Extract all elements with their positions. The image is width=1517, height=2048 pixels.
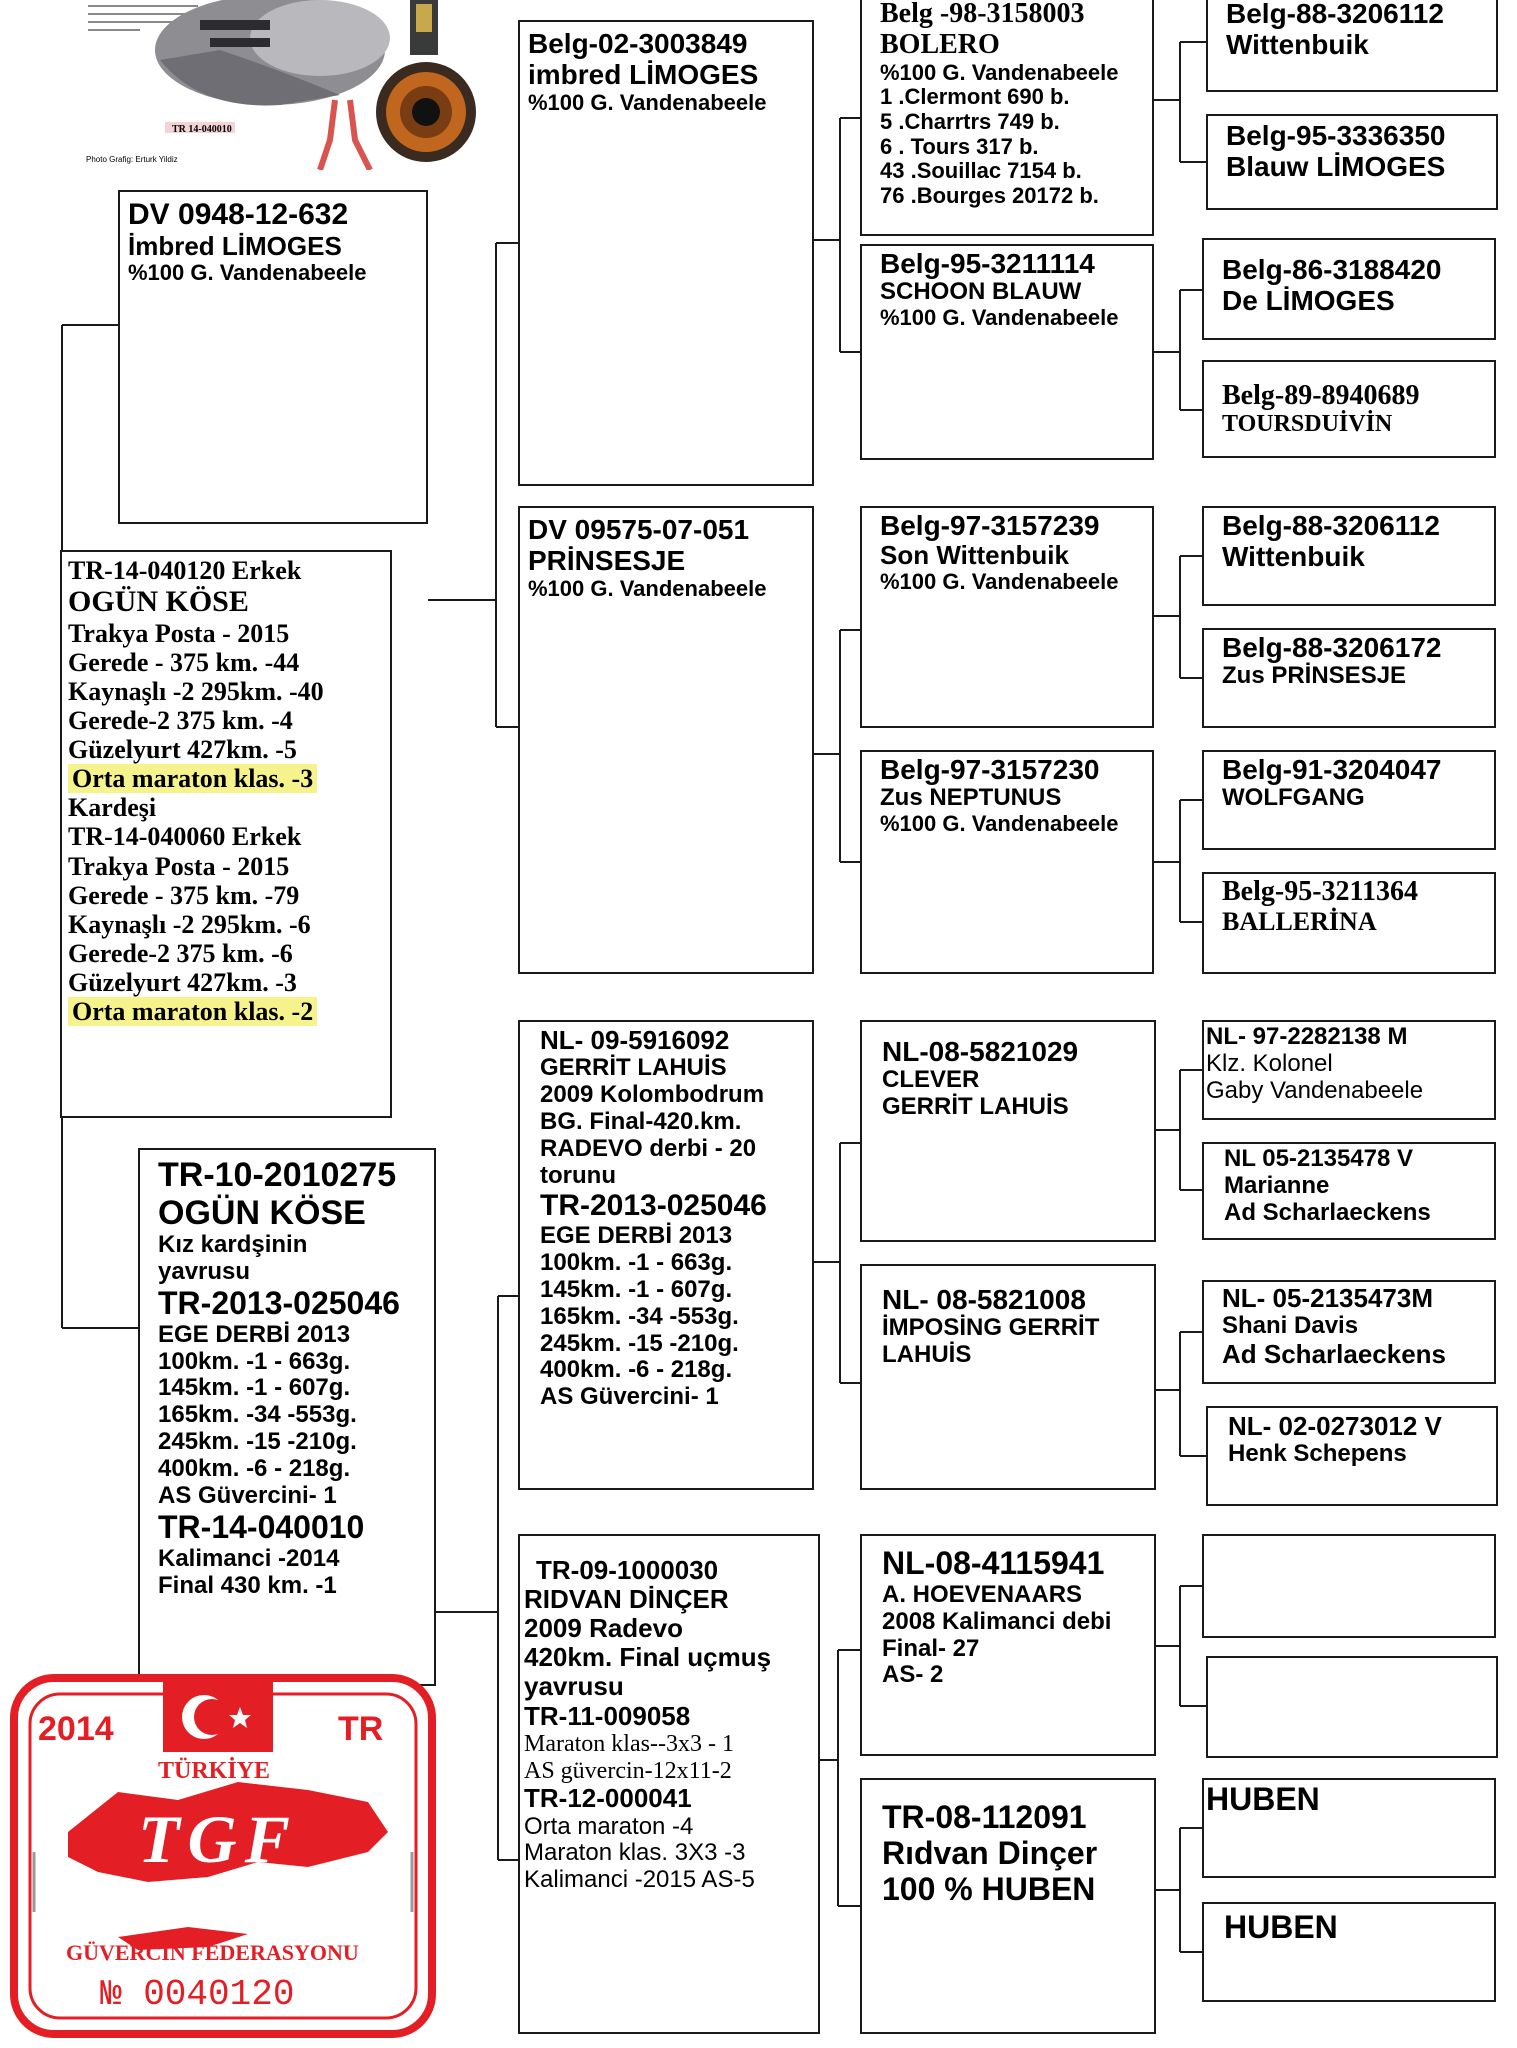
pigeon-name: Son Wittenbuik: [880, 540, 1069, 571]
result-line: Trakya Posta - 2015: [68, 618, 290, 648]
gen4-box-15: [1202, 1778, 1496, 1878]
stamp-year: 2014: [38, 1710, 114, 1748]
granddam-paternal-box: [518, 506, 814, 974]
stamp-country-code: TR: [338, 1710, 384, 1748]
breeder: GERRİT LAHUİS: [882, 1093, 1069, 1121]
result-line: Gerede-2 375 km. -4: [68, 706, 293, 736]
result-line: 165km. -34 -553g.: [540, 1302, 739, 1330]
result-line: 145km. -1 - 607g.: [540, 1275, 733, 1303]
result-line: 6 . Tours 317 b.: [880, 133, 1039, 159]
sire-breeder: %100 G. Vandenabeele: [128, 259, 367, 285]
subject-owner: OGÜN KÖSE: [68, 585, 249, 619]
sire-box: [118, 190, 428, 524]
breeder: %100 G. Vandenabeele: [880, 59, 1119, 85]
dam-box: [138, 1148, 436, 1686]
gen4-box-12: [1206, 1406, 1498, 1506]
breeder: Gaby Vandenabeele: [1206, 1076, 1424, 1104]
gen4-box-2: [1206, 114, 1498, 210]
gen4-box-7: [1202, 750, 1496, 850]
note-line: 2009 Kolombodrum: [540, 1080, 765, 1108]
ring-number: Belg-88-3206112: [1222, 510, 1440, 541]
ring-number: Belg-86-3188420: [1222, 254, 1442, 285]
subject-box: [60, 550, 392, 1118]
breeder: A. HOEVENAARS: [882, 1580, 1083, 1608]
related-ring-number: TR-11-009058: [524, 1700, 691, 1731]
stamp-country: TÜRKİYE: [158, 1758, 271, 1784]
result-line: Kaynaşlı -2 295km. -40: [68, 676, 324, 706]
ggs-box-5: [860, 1020, 1156, 1242]
ring-number: Belg-91-3204047: [1222, 754, 1442, 785]
ggs-box-2: [860, 244, 1154, 460]
result-line: Orta maraton -4: [524, 1812, 694, 1840]
sire-name: İmbred LİMOGES: [128, 230, 342, 261]
result-line: Trakya Posta - 2015: [68, 851, 290, 881]
ggs-box-6: [860, 1264, 1156, 1490]
pigeon-name: Zus PRİNSESJE: [1222, 662, 1407, 690]
ring-number: Belg-95-3336350: [1226, 120, 1446, 151]
pigeon-name: CLEVER: [882, 1066, 980, 1094]
breeder: %100 G. Vandenabeele: [528, 575, 767, 601]
gen4-box-9: [1202, 1020, 1496, 1120]
ring-number: Belg-89-8940689: [1222, 380, 1420, 411]
breeder: %100 G. Vandenabeele: [880, 569, 1119, 595]
result-line: 1 .Clermont 690 b.: [880, 84, 1070, 110]
result-line: 100km. -1 - 663g.: [540, 1248, 733, 1276]
result-line: 76 .Bourges 20172 b.: [880, 182, 1099, 208]
ring-number: NL-08-5821029: [882, 1036, 1079, 1067]
result-line: 400km. -6 - 218g.: [158, 1455, 351, 1483]
gen4-box-16: [1202, 1902, 1496, 2002]
pigeon-name: SCHOON BLAUW: [880, 278, 1082, 306]
result-line: 145km. -1 - 607g.: [158, 1374, 351, 1402]
ring-number: NL- 09-5916092: [540, 1025, 730, 1055]
ggs-box-7: [860, 1534, 1156, 1756]
dam-note: yavrusu: [158, 1258, 251, 1286]
stamp-number: № 0040120: [100, 1974, 295, 2015]
ring-number: TR-08-112091: [882, 1799, 1087, 1835]
dam-note: Kız kardşinin: [158, 1231, 308, 1259]
granddam-maternal-box: [518, 1534, 820, 2034]
note-line: torunu: [540, 1161, 616, 1189]
ring-number: Belg-97-3157230: [880, 754, 1100, 785]
result-line: Güzelyurt 427km. -5: [68, 735, 297, 765]
ggs-box-3: [860, 506, 1154, 728]
result-line: 400km. -6 - 218g.: [540, 1356, 733, 1384]
pigeon-name: BALLERİNA: [1222, 907, 1377, 937]
result-line: 43 .Souillac 7154 b.: [880, 158, 1082, 184]
ring-number: Belg-02-3003849: [528, 28, 748, 59]
note-line: BG. Final-420.km.: [540, 1107, 742, 1135]
related-ring-number: TR-2013-025046: [540, 1189, 767, 1223]
pigeon-name: İMPOSİNG GERRİT: [882, 1314, 1100, 1342]
pigeon-name: HUBEN: [1224, 1909, 1338, 1945]
ring-number: Belg-88-3206112: [1226, 0, 1444, 29]
gen4-box-10: [1202, 1142, 1496, 1240]
breeder: %100 G. Vandenabeele: [880, 305, 1119, 331]
sibling-ring-number: TR-14-040060 Erkek: [68, 822, 302, 852]
pigeon-name: De LİMOGES: [1222, 285, 1395, 317]
result-line: 2008 Kalimanci debi: [882, 1607, 1112, 1635]
pigeon-name: Zus NEPTUNUS: [880, 784, 1062, 812]
ring-number: Belg-97-3157239: [880, 510, 1100, 541]
result-line: 100km. -1 - 663g.: [158, 1347, 351, 1375]
result-line: Gerede - 375 km. -79: [68, 880, 300, 910]
subject-ring-number: TR-14-040120 Erkek: [68, 556, 302, 585]
related-ring-number: TR-2013-025046: [158, 1284, 400, 1321]
result-line: AS Güvercini- 1: [540, 1383, 719, 1411]
pigeon-name: TOURSDUİVİN: [1222, 411, 1393, 438]
pigeon-name: WOLFGANG: [1222, 784, 1365, 812]
gen4-box-1: [1206, 0, 1498, 92]
related-ring-number: TR-14-040010: [158, 1508, 365, 1545]
ring-number: NL- 97-2282138 M: [1206, 1023, 1408, 1050]
pigeon-name: imbred LİMOGES: [528, 59, 759, 91]
dam-owner: OGÜN KÖSE: [158, 1194, 366, 1233]
gen4-box-13-empty: [1202, 1534, 1496, 1638]
result-line: Kalimanci -2014: [158, 1544, 340, 1572]
breeder: RIDVAN DİNÇER: [524, 1584, 729, 1615]
breeder: Henk Schepens: [1228, 1440, 1407, 1468]
result-line: Kalimanci -2015 AS-5: [524, 1866, 755, 1894]
ggs-box-4: [860, 750, 1154, 974]
stamp-federation: GÜVERCİN FEDERASYONU: [66, 1940, 359, 1965]
result-line: Gerede-2 375 km. -6: [68, 938, 293, 968]
note-line: RADEVO derbi - 20: [540, 1134, 757, 1162]
stamp-logo: TGF: [138, 1801, 298, 1877]
ring-number: NL 05-2135478 V: [1224, 1145, 1414, 1172]
breeder: Ad Scharlaeckens: [1224, 1198, 1431, 1226]
result-line: Güzelyurt 427km. -3: [68, 968, 297, 998]
pigeon-name: Marianne: [1224, 1171, 1330, 1199]
ggs-box-1: [860, 0, 1154, 236]
result-line: Final 430 km. -1: [158, 1571, 337, 1599]
sire-ring-number: DV 0948-12-632: [128, 198, 349, 231]
pigeon-name: Blauw LİMOGES: [1226, 151, 1446, 183]
result-line: AS Güvercini- 1: [158, 1481, 337, 1509]
photo-credit: Photo Grafig: Erturk Yildiz: [86, 155, 178, 164]
gen4-box-14-empty: [1206, 1656, 1498, 1758]
ring-number: Belg -98-3158003: [880, 0, 1085, 29]
photo-caption: TR 14-040010: [172, 124, 232, 135]
race-title: EGE DERBİ 2013: [540, 1222, 733, 1250]
breeder: Rıdvan Dinçer: [882, 1834, 1098, 1871]
gen4-box-6: [1202, 628, 1496, 728]
ring-number: Belg-95-3211114: [880, 248, 1095, 279]
ring-number: DV 09575-07-051: [528, 514, 750, 545]
pigeon-name: 100 % HUBEN: [882, 1870, 1096, 1907]
result-line: AS- 2: [882, 1661, 944, 1689]
highlighted-result: Orta maraton klas. -2: [68, 997, 317, 1026]
ggs-box-8: [860, 1778, 1156, 2034]
result-line: Maraton klas--3x3 - 1: [524, 1730, 734, 1757]
grandsire-paternal-box: [518, 20, 814, 486]
sibling-label: Kardeşi: [68, 793, 157, 823]
ring-number: NL-08-4115941: [882, 1545, 1105, 1581]
breeder: GERRİT LAHUİS: [540, 1054, 727, 1082]
pigeon-name: Shani Davis: [1222, 1312, 1359, 1340]
result-line: 165km. -34 -553g.: [158, 1401, 357, 1429]
dam-ring-number: TR-10-2010275: [158, 1156, 397, 1194]
ring-number: NL- 05-2135473M: [1222, 1283, 1433, 1313]
ring-number: NL- 08-5821008: [882, 1284, 1086, 1315]
result-line: Maraton klas. 3X3 -3: [524, 1839, 746, 1867]
result-line: 245km. -15 -210g.: [540, 1329, 739, 1357]
gen4-box-4: [1202, 360, 1496, 458]
result-line: 245km. -15 -210g.: [158, 1428, 357, 1456]
result-line: 5 .Charrtrs 749 b.: [880, 108, 1060, 134]
ring-number: NL- 02-0273012 V: [1228, 1411, 1442, 1441]
breeder: %100 G. Vandenabeele: [528, 89, 767, 115]
pigeon-photo: [80, 0, 500, 170]
ring-number: Belg-88-3206172: [1222, 632, 1442, 663]
pigeon-name: Wittenbuik: [1226, 29, 1369, 61]
breeder: LAHUİS: [882, 1341, 972, 1369]
federation-stamp: [8, 1672, 438, 2040]
pigeon-name: Wittenbuik: [1222, 541, 1365, 573]
pigeon-name: PRİNSESJE: [528, 545, 686, 577]
breeder: Ad Scharlaeckens: [1222, 1338, 1447, 1369]
highlighted-result: Orta maraton klas. -3: [68, 764, 317, 793]
pigeon-name: HUBEN: [1206, 1781, 1320, 1817]
breeder: %100 G. Vandenabeele: [880, 811, 1119, 837]
ring-number: TR-09-1000030: [536, 1555, 719, 1585]
grandsire-maternal-box: [518, 1020, 814, 1490]
note-line: 420km. Final uçmuş: [524, 1642, 772, 1673]
note-line: 2009 Radevo: [524, 1613, 683, 1644]
result-line: Final- 27: [882, 1634, 980, 1662]
gen4-box-5: [1202, 506, 1496, 606]
note-line: yavrusu: [524, 1671, 624, 1702]
result-line: AS güvercin-12x11-2: [524, 1757, 732, 1784]
result-line: Kaynaşlı -2 295km. -6: [68, 909, 311, 939]
related-ring-number: TR-12-000041: [524, 1783, 692, 1814]
gen4-box-11: [1202, 1280, 1496, 1384]
ring-number: Belg-95-3211364: [1222, 876, 1418, 907]
pigeon-name: BOLERO: [880, 29, 1000, 61]
gen4-box-3: [1202, 238, 1496, 340]
pigeon-name: Klz. Kolonel: [1206, 1049, 1333, 1077]
gen4-box-8: [1202, 872, 1496, 974]
result-line: Gerede - 375 km. -44: [68, 647, 300, 677]
race-title: EGE DERBİ 2013: [158, 1320, 351, 1348]
